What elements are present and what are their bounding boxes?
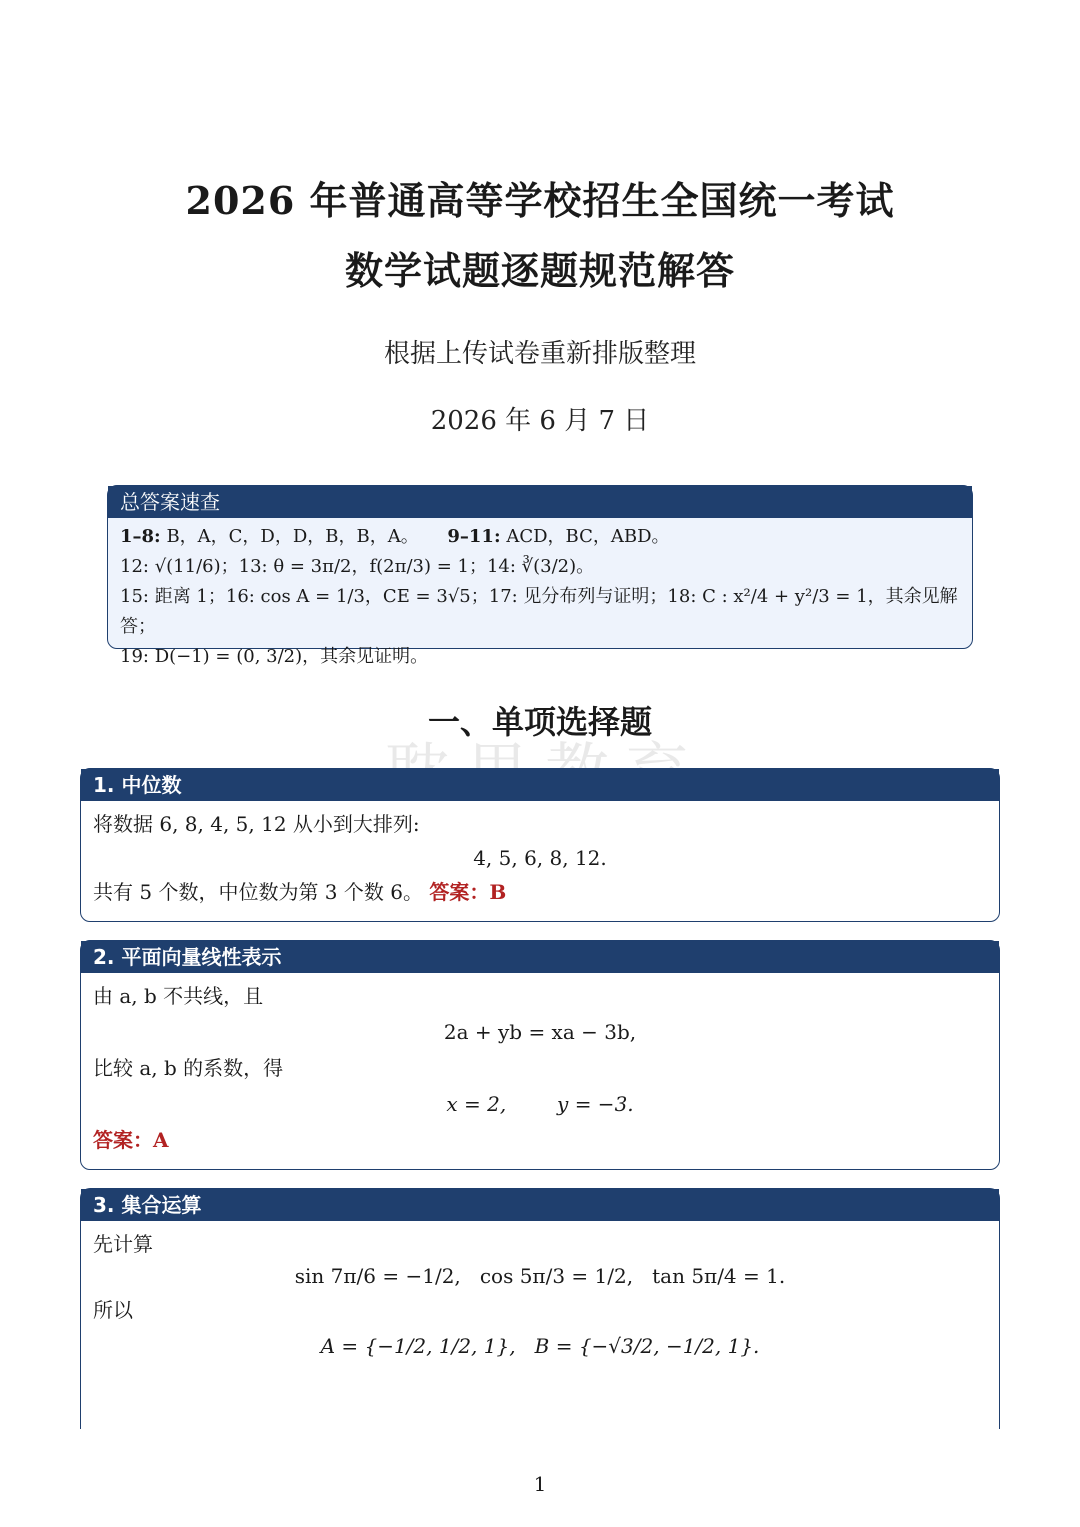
q3-text-1: 先计算 xyxy=(93,1232,153,1256)
q2-equation-1: 2a + yb = xa − 3b, xyxy=(443,1020,637,1044)
section-heading: 一、单项选择题 xyxy=(427,703,652,741)
question-heading-2: 2. 平面向量线性表示 xyxy=(81,941,999,973)
question-heading-3: 3. 集合运算 xyxy=(81,1189,999,1221)
document-title-line2: 数学试题逐题规范解答 xyxy=(344,248,735,293)
answer-summary-box xyxy=(107,485,973,667)
summary-key-9-11: 9–11: xyxy=(447,526,501,547)
q1-answer: 答案：B xyxy=(429,880,507,904)
question-box-3 xyxy=(80,1188,1000,1429)
page-number: 1 xyxy=(533,1472,547,1496)
document-date: 2026 年 6 月 7 日 xyxy=(430,406,650,436)
summary-key-1-8: 1–8: xyxy=(120,526,161,547)
answer-summary-heading: 总答案速查 xyxy=(108,486,972,518)
summary-val-1-8: B，A，C，D，D，B，B，A。 xyxy=(166,526,419,547)
q1-text-1: 将数据 6, 8, 4, 5, 12 从小到大排列: xyxy=(93,812,420,836)
q2-text-2: 比较 a, b 的系数，得 xyxy=(93,1056,284,1080)
summary-row-1 xyxy=(120,522,960,552)
q2-text-1: 由 a, b 不共线，且 xyxy=(93,984,264,1008)
q2-answer: 答案：A xyxy=(93,1128,169,1152)
question-heading-1: 1. 中位数 xyxy=(81,769,999,801)
q3-text-2: 所以 xyxy=(93,1298,133,1322)
document-title-line1: 2026 年普通高等学校招生全国统一考试 xyxy=(185,178,895,223)
q1-text-3: 共有 5 个数，中位数为第 3 个数 6。 xyxy=(93,880,423,904)
question-box-2 xyxy=(80,940,1000,1170)
q1-sorted-data: 4, 5, 6, 8, 12. xyxy=(473,846,607,870)
q3-equation-1: sin 7π/6 = −1/2, cos 5π/3 = 1/2, tan 5π/4 = 1. xyxy=(294,1264,786,1288)
summary-row-3: 15: 距离 1；16: cos A = 1/3，CE = 3√5；17: 见分布列与证明；18: C : x²/4 + y²/3 = 1，其余见解答； xyxy=(120,586,958,637)
summary-val-9-11: ACD，BC，ABD。 xyxy=(506,526,670,547)
document-subtitle: 根据上传试卷重新排版整理 xyxy=(383,339,696,369)
question-box-1 xyxy=(80,768,1000,922)
summary-row-2: 12: √(11/6)；13: θ = 3π/2，f(2π/3) = 1；14: ∛(3/2)。 xyxy=(120,556,595,577)
q1-conclusion xyxy=(93,877,987,907)
q3-equation-2: A = {−1/2, 1/2, 1}, B = {−√3/2, −1/2, 1}. xyxy=(320,1334,760,1358)
q2-equation-2: x = 2, y = −3. xyxy=(446,1092,634,1116)
summary-row-4: 19: D(−1) = (0, 3/2)，其余见证明。 xyxy=(120,646,429,667)
